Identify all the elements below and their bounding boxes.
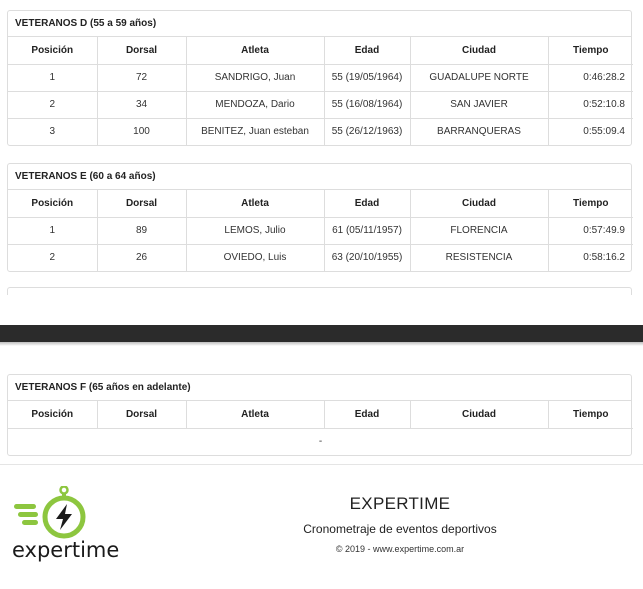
cell-edad: 61 (05/11/1957) [324, 217, 410, 244]
table-row [8, 118, 633, 145]
page-break-bar [0, 325, 643, 342]
category-title: VETERANOS D (55 a 59 años) [8, 11, 631, 37]
empty-placeholder: - [318, 436, 323, 448]
header-atleta: Atleta [186, 401, 324, 428]
cell-tiempo: 0:58:16.2 [583, 252, 625, 264]
cell-ciudad: SAN JAVIER [410, 91, 548, 118]
footer-copyright[interactable]: © 2019 - www.expertime.com.ar [335, 544, 465, 554]
cell-atleta: MENDOZA, Dario [186, 91, 324, 118]
footer-divider [0, 464, 643, 465]
header-ciudad: Ciudad [410, 37, 548, 64]
header-atleta: Atleta [186, 37, 324, 64]
logo-wordmark: expertime [12, 538, 120, 562]
table-header-row [8, 190, 633, 217]
cell-posicion: 1 [8, 217, 97, 244]
header-posicion: Posición [8, 37, 97, 64]
header-dorsal: Dorsal [97, 401, 186, 428]
cell-ciudad: BARRANQUERAS [410, 118, 548, 145]
cell-tiempo: 0:57:49.9 [548, 217, 633, 244]
header-tiempo: Tiempo [548, 37, 633, 64]
table-row-empty [8, 428, 633, 455]
table-header-row [8, 37, 633, 64]
cell-dorsal: 26 [97, 244, 186, 271]
cell-dorsal: 72 [97, 64, 186, 91]
table-row [8, 217, 633, 244]
cell-ciudad: FLORENCIA [410, 217, 548, 244]
header-dorsal: Dorsal [97, 190, 186, 217]
table-header-row [8, 401, 633, 428]
cell-dorsal: 34 [97, 91, 186, 118]
cell-atleta: LEMOS, Julio [186, 217, 324, 244]
cell-posicion: 2 [8, 91, 97, 118]
cell-atleta: OVIEDO, Luis [186, 244, 324, 271]
header-posicion: Posición [8, 401, 97, 428]
cell-edad: 55 (19/05/1964) [324, 64, 410, 91]
category-panel-veteranos-f [7, 374, 632, 456]
cell-edad: 55 (16/08/1964) [324, 91, 410, 118]
table-row [8, 91, 633, 118]
header-edad: Edad [324, 401, 410, 428]
cell-atleta: SANDRIGO, Juan [186, 64, 324, 91]
header-posicion: Posición [8, 190, 97, 217]
header-atleta: Atleta [186, 190, 324, 217]
cell-tiempo: 0:52:10.8 [548, 91, 633, 118]
category-panel-veteranos-e [7, 163, 632, 272]
header-dorsal: Dorsal [97, 37, 186, 64]
results-table [8, 190, 633, 271]
page-break-shadow [0, 342, 643, 346]
table-row [8, 244, 633, 271]
cell-atleta: BENITEZ, Juan esteban [186, 118, 324, 145]
header-edad: Edad [324, 37, 410, 64]
cell-posicion: 3 [8, 118, 97, 145]
expertime-logo [12, 486, 132, 566]
header-tiempo: Tiempo [548, 401, 633, 428]
header-tiempo: Tiempo [548, 190, 633, 217]
stopwatch-lightning-icon [12, 486, 92, 541]
next-panel-edge [7, 287, 632, 295]
cell-posicion: 2 [8, 244, 97, 271]
header-ciudad: Ciudad [410, 401, 548, 428]
footer-tagline: Cronometraje de eventos deportivos [303, 522, 497, 536]
results-table [8, 401, 633, 455]
cell-edad: 55 (26/12/1963) [324, 118, 410, 145]
category-panel-veteranos-d [7, 10, 632, 146]
cell-tiempo: 0:46:28.2 [548, 64, 633, 91]
header-ciudad: Ciudad [410, 190, 548, 217]
cell-posicion: 1 [8, 64, 97, 91]
cell-ciudad: GUADALUPE NORTE [410, 64, 548, 91]
results-table [8, 37, 633, 145]
cell-dorsal: 100 [97, 118, 186, 145]
table-row [8, 64, 633, 91]
cell-edad: 63 (20/10/1955) [324, 244, 410, 271]
cell-tiempo: 0:55:09.4 [583, 126, 625, 138]
footer-brand: EXPERTIME [349, 494, 451, 513]
category-title: VETERANOS E (60 a 64 años) [8, 164, 631, 190]
cell-dorsal: 89 [97, 217, 186, 244]
footer-info [240, 494, 560, 554]
category-title: VETERANOS F (65 años en adelante) [8, 375, 631, 401]
cell-ciudad: RESISTENCIA [410, 244, 548, 271]
header-edad: Edad [324, 190, 410, 217]
